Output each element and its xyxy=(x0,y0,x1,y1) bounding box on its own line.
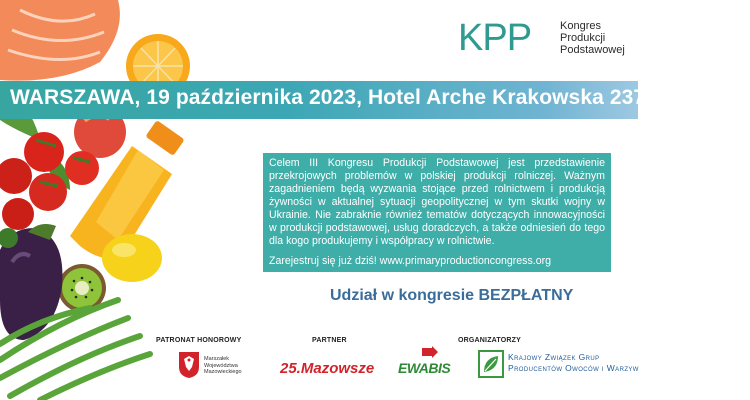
partner-label: PARTNER xyxy=(312,337,347,344)
kpp-logo xyxy=(458,16,638,60)
logo-name-line: Podstawowej xyxy=(560,44,625,56)
honorary-patronage-label: PATRONAT HONOROWY xyxy=(156,337,242,344)
kzg-name-line: Producentów Owoców i Warzyw xyxy=(508,363,639,373)
kzg-leaf-icon xyxy=(478,350,504,378)
eagle-crest-icon xyxy=(178,351,200,379)
lemon-icon xyxy=(102,234,162,282)
headline-banner xyxy=(0,81,646,119)
salmon-icon xyxy=(0,0,120,81)
honorary-name-line: Marszałek xyxy=(204,356,230,362)
description-box xyxy=(263,153,611,272)
honorary-name-line: Mazowieckiego xyxy=(204,369,242,375)
logo-name xyxy=(560,20,625,56)
headline-text: WARSZAWA, 19 października 2023, Hotel Arche Krakowska 237 xyxy=(10,86,646,109)
organizer-logo-ewabis[interactable]: EWABIS xyxy=(398,360,451,376)
logo-letters: KPP xyxy=(458,17,532,59)
logo-name-line: Produkcji xyxy=(560,32,606,44)
logo-name-line: Kongres xyxy=(560,20,601,32)
honorary-patron-name xyxy=(204,356,242,376)
partner-logo-mazowsze[interactable]: 25.Mazowsze xyxy=(280,360,375,377)
register-link[interactable]: Zarejestruj się już dziś! www.primaryproductioncongress.org xyxy=(269,255,552,267)
participation-text: Udział w kongresie BEZPŁATNY xyxy=(330,287,574,304)
honorary-name-line: Województwa xyxy=(204,362,238,369)
organizers-label: ORGANIZATORZY xyxy=(458,337,522,344)
ewabis-arrow-icon xyxy=(422,346,438,358)
kzg-name-line: Krajowy Związek Grup xyxy=(508,352,600,362)
organizer-logo-kzg[interactable] xyxy=(508,352,639,374)
description-text: Celem III Kongresu Produkcji Podstawowej jest przedstawienie przekrojowych problemów w polskiej produkcji rolniczej. Ważnym zagadnieniem będą wyzwania stojące przed rolnictwem i produkcją żywności w aktualnej sytuacji geopolitycznej w tym skutki wojny w Ukrainie. Nie zabraknie również tematów dotyczących innowacyjności w produkcji podstawowej, usług doradczych, a także odniesień do tego dla kogo produkujemy i współpracy w rolnictwie. xyxy=(269,157,605,247)
